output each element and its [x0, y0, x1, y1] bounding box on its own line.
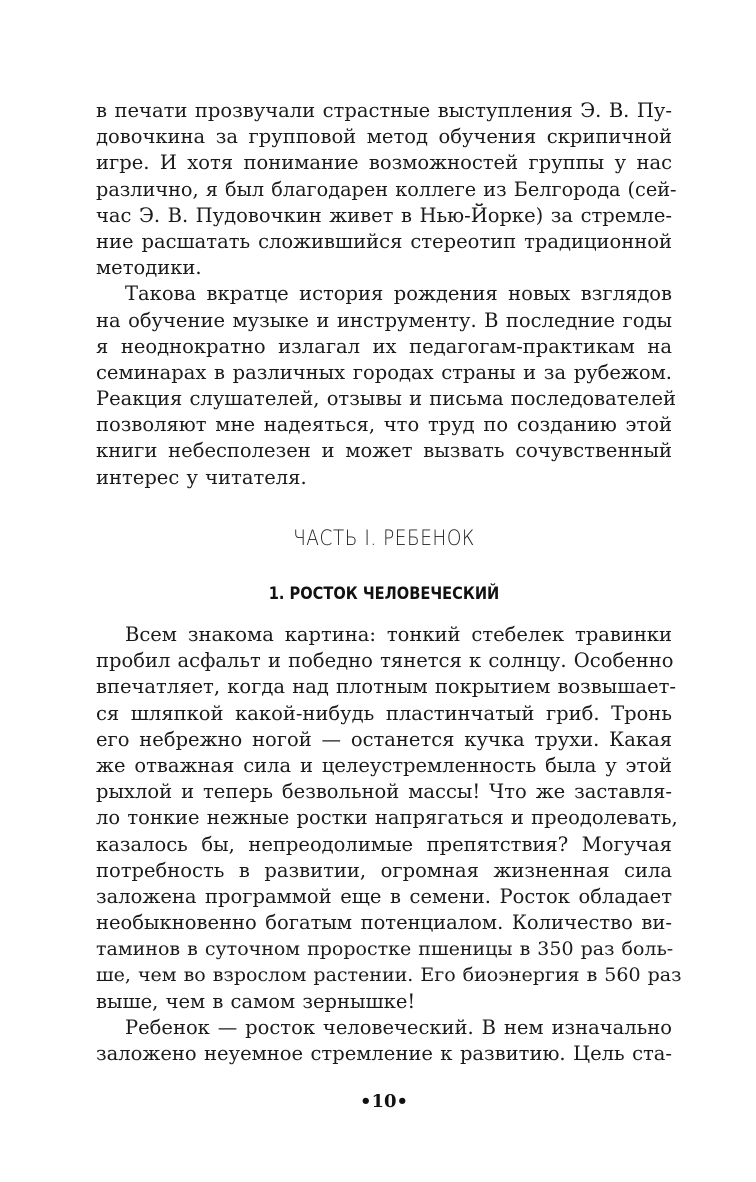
text-line: заложена программой еще в семени. Росток обладает	[96, 884, 672, 908]
part-title: ЧАСТЬ I. РЕБЕНОК	[293, 526, 475, 550]
text-block-intro	[96, 98, 677, 491]
text-line: таминов в суточном проростке пшеницы в 350 раз боль-	[96, 938, 674, 961]
text-line: рыхлой и теперь безвольной массы! Что же заставля-	[96, 780, 672, 804]
text-line: довочкина за групповой метод обучения скрипичной	[96, 125, 672, 149]
text-line: час Э. В. Пудовочкин живет в Нью-Йорке) за стремле-	[96, 203, 672, 227]
text-line: Такова вкратце история рождения новых взглядов	[125, 282, 672, 306]
text-line: семинарах в различных городах страны и за рубежом.	[96, 360, 672, 384]
text-line: же отважная сила и целеустремленность была у этой	[96, 753, 672, 777]
text-line: книги небесполезен и может вызвать сочувственный	[96, 439, 672, 463]
text-line: выше, чем в самом зернышке!	[96, 989, 416, 1013]
text-line: заложено неуемное стремление к развитию. Цель ста-	[96, 1042, 672, 1065]
text-line: методики.	[96, 256, 202, 280]
page-number: •10•	[359, 1091, 409, 1112]
text-block-chapter	[96, 622, 682, 1067]
text-line: Реакция слушателей, отзывы и письма последователей	[96, 387, 676, 411]
text-line: ло тонкие нежные ростки напрягаться и преодолевать,	[96, 806, 678, 830]
text-line: интерес у читателя.	[96, 465, 307, 489]
text-line: на обучение музыке и инструменту. В последние годы	[96, 308, 672, 332]
text-line: игре. И хотя понимание возможностей группы у нас	[96, 151, 672, 175]
text-line: ние расшатать сложившийся стереотип традиционной	[96, 229, 672, 253]
text-line: его небрежно ногой — останется кучка трухи. Какая	[96, 727, 672, 751]
chapter-title: 1. РОСТОК ЧЕЛОВЕЧЕСКИЙ	[268, 584, 500, 604]
text-line: позволяют мне надеяться, что труд по созданию этой	[96, 413, 672, 437]
text-line: ся шляпкой какой-нибудь пластинчатый гриб. Тронь	[96, 701, 672, 725]
text-line: необыкновенно богатым потенциалом. Количество ви-	[96, 911, 672, 935]
text-line: ше, чем во взрослом растении. Его биоэнергия в 560 раз	[96, 964, 682, 987]
text-line: впечатляет, когда над плотным покрытием возвышает-	[96, 675, 676, 699]
text-line: потребность в развитии, огромная жизненная сила	[96, 858, 672, 882]
text-line: Ребенок — росток человеческий. В нем изначально	[125, 1015, 672, 1039]
text-line: я неоднократно излагал их педагогам-практикам на	[96, 334, 672, 358]
text-line: различно, я был благодарен коллеге из Белгорода (сей-	[96, 177, 677, 201]
text-line: пробил асфальт и победно тянется к солнцу. Особенно	[96, 649, 674, 673]
text-line: Всем знакома картина: тонкий стебелек травинки	[125, 623, 672, 646]
text-line: в печати прозвучали страстные выступления Э. В. Пу-	[96, 99, 672, 122]
text-line: казалось бы, непреодолимые препятствия? Могучая	[96, 832, 672, 856]
